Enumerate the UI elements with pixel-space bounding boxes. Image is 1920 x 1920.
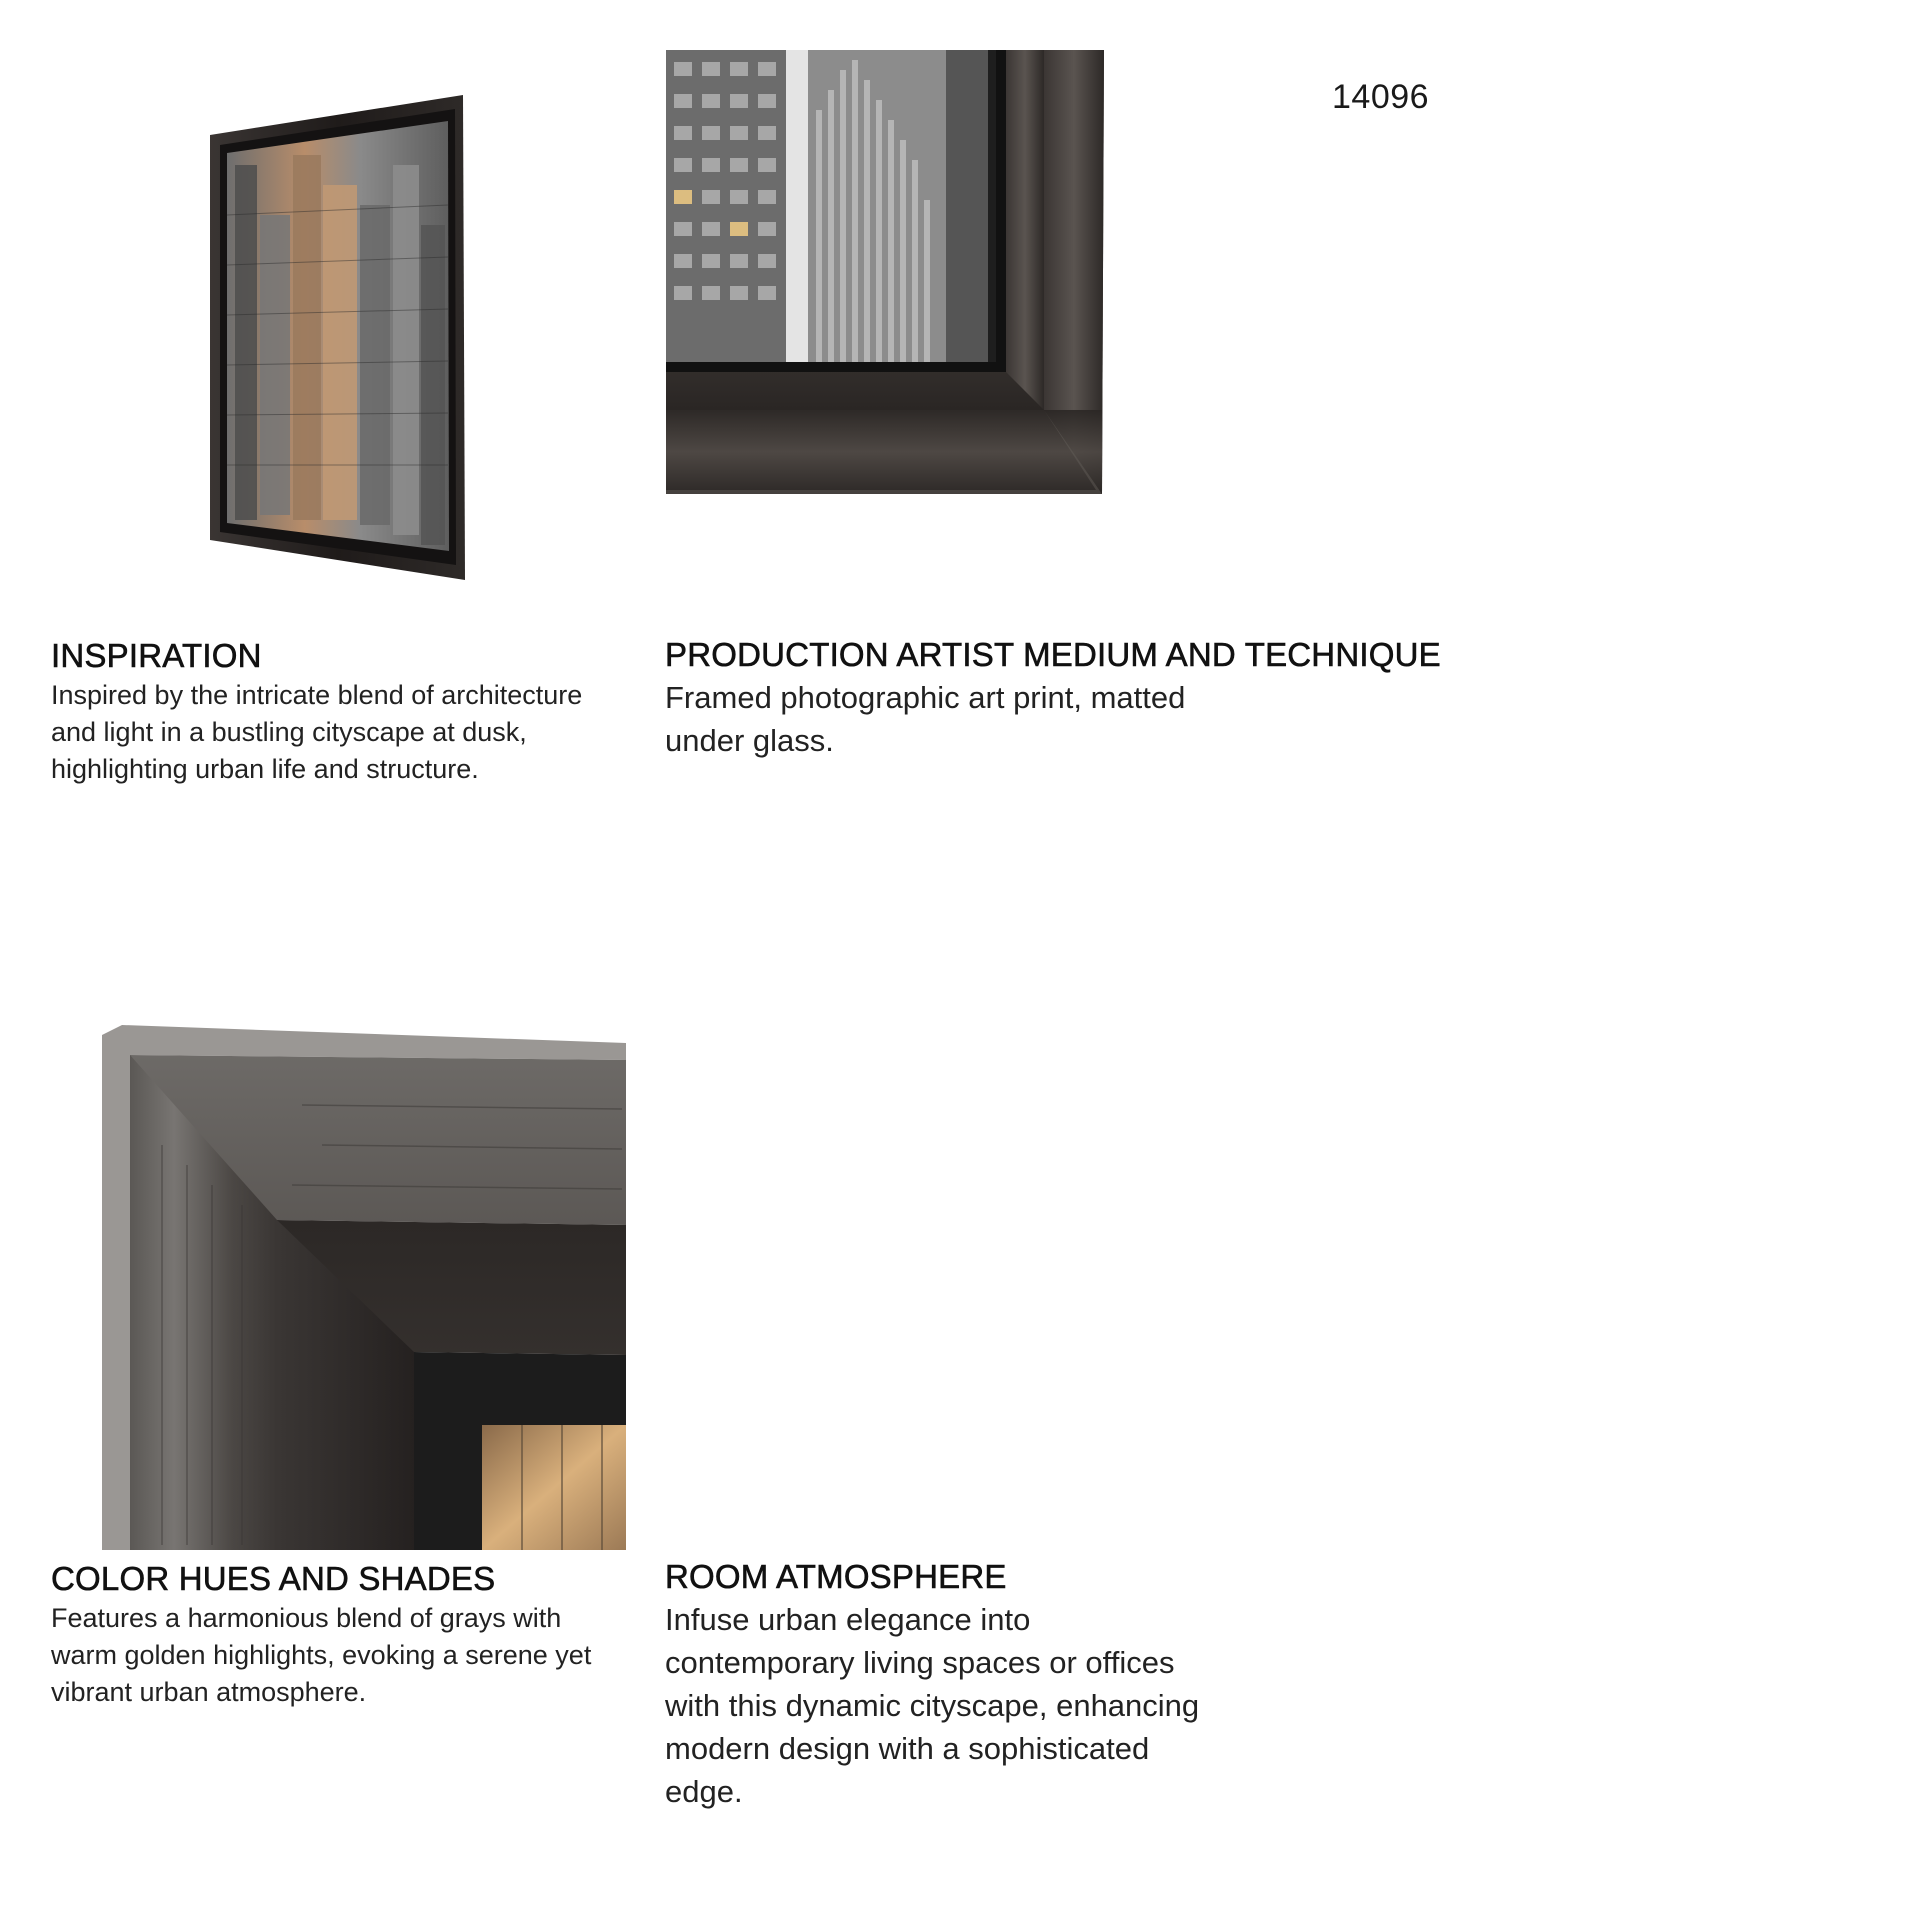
room-line: Infuse urban elegance into <box>665 1602 1031 1637</box>
color-text <box>51 1600 651 1711</box>
inspiration-line: Inspired by the intricate blend of architecture <box>51 680 583 710</box>
production-heading: PRODUCTION ARTIST MEDIUM AND TECHNIQUE <box>665 636 1441 673</box>
production-section <box>665 636 1545 762</box>
room-line: contemporary living spaces or offices <box>665 1645 1175 1680</box>
room-line: modern design with a sophisticated <box>665 1731 1150 1766</box>
room-text <box>665 1598 1265 1813</box>
color-heading: COLOR HUES AND SHADES <box>51 1560 496 1597</box>
color-line: Features a harmonious blend of grays with <box>51 1603 562 1633</box>
room-heading: ROOM ATMOSPHERE <box>665 1558 1007 1595</box>
frame-detail-photo <box>102 1025 626 1550</box>
room-section <box>665 1558 1265 1813</box>
color-line: warm golden highlights, evoking a serene yet <box>51 1640 592 1670</box>
inspiration-line: highlighting urban life and structure. <box>51 754 479 784</box>
color-section <box>51 1560 651 1711</box>
frame-corner-photo <box>666 50 1107 494</box>
room-line: with this dynamic cityscape, enhancing <box>665 1688 1200 1723</box>
inspiration-text <box>51 677 631 788</box>
inspiration-line: and light in a bustling cityscape at dusk, <box>51 717 527 747</box>
inspiration-section <box>51 637 631 788</box>
production-line: under glass. <box>665 723 834 758</box>
color-line: vibrant urban atmosphere. <box>51 1677 367 1707</box>
production-text <box>665 676 1545 762</box>
production-line: Framed photographic art print, matted <box>665 680 1186 715</box>
framed-artwork-photo <box>205 95 470 580</box>
room-line: edge. <box>665 1774 743 1809</box>
product-code: 14096 <box>1332 78 1430 116</box>
inspiration-heading: INSPIRATION <box>51 637 262 674</box>
